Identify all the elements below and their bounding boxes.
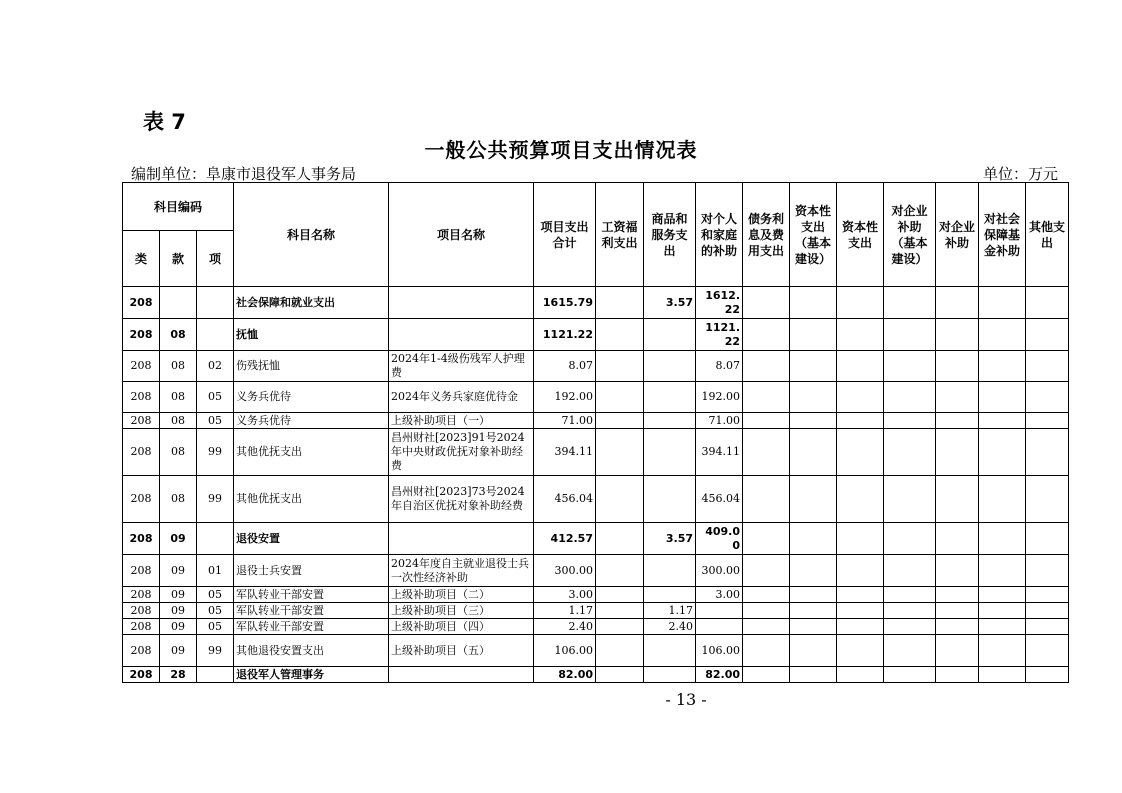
cell-wage — [596, 476, 644, 523]
cell-lei: 208 — [123, 287, 160, 319]
cell-wage — [596, 351, 644, 382]
cell-individual: 300.00 — [696, 555, 743, 587]
cell-individual: 8.07 — [696, 351, 743, 382]
cell-empty — [1026, 319, 1069, 351]
cell-project: 2024年度自主就业退役士兵一次性经济补助 — [389, 555, 534, 587]
cell-individual: 106.00 — [696, 635, 743, 667]
table-row — [123, 429, 1069, 476]
header-social-security: 对社会保障基金补助 — [979, 183, 1026, 287]
cell-individual: 456.04 — [696, 476, 743, 523]
table-row — [123, 523, 1069, 555]
cell-empty — [936, 413, 979, 429]
cell-empty — [837, 413, 884, 429]
cell-empty — [936, 476, 979, 523]
cell-empty — [790, 287, 837, 319]
cell-empty — [1026, 523, 1069, 555]
cell-project: 上级补助项目（二） — [389, 587, 534, 603]
cell-kuan: 08 — [160, 351, 197, 382]
cell-goods — [644, 382, 696, 413]
cell-lei: 208 — [123, 476, 160, 523]
cell-empty — [979, 667, 1026, 683]
cell-empty — [790, 555, 837, 587]
cell-wage — [596, 382, 644, 413]
cell-empty — [743, 476, 790, 523]
cell-kuan: 09 — [160, 587, 197, 603]
cell-empty — [1026, 603, 1069, 619]
header-capital-base: 资本性支出（基本建设） — [790, 183, 837, 287]
cell-empty — [837, 287, 884, 319]
cell-individual: 192.00 — [696, 382, 743, 413]
cell-goods: 3.57 — [644, 523, 696, 555]
cell-subject: 社会保障和就业支出 — [234, 287, 389, 319]
table-row — [123, 619, 1069, 635]
cell-empty — [1026, 429, 1069, 476]
cell-subject: 义务兵优待 — [234, 413, 389, 429]
table-row — [123, 635, 1069, 667]
cell-lei: 208 — [123, 603, 160, 619]
cell-wage — [596, 413, 644, 429]
cell-lei: 208 — [123, 413, 160, 429]
table-row — [123, 476, 1069, 523]
cell-empty — [1026, 287, 1069, 319]
cell-xiang — [197, 287, 234, 319]
cell-empty — [979, 351, 1026, 382]
cell-wage — [596, 635, 644, 667]
cell-empty — [743, 319, 790, 351]
cell-xiang: 99 — [197, 635, 234, 667]
cell-empty — [743, 287, 790, 319]
header-other: 其他支出 — [1026, 183, 1069, 287]
compiling-unit: 编制单位：阜康市退役军人事务局 — [131, 165, 357, 183]
cell-empty — [979, 603, 1026, 619]
cell-individual: 409.00 — [696, 523, 743, 555]
cell-goods: 2.40 — [644, 619, 696, 635]
cell-project — [389, 287, 534, 319]
cell-xiang: 02 — [197, 351, 234, 382]
cell-empty — [936, 319, 979, 351]
cell-lei: 208 — [123, 635, 160, 667]
cell-empty — [936, 603, 979, 619]
table-row — [123, 555, 1069, 587]
header-enterprise: 对企业补助 — [936, 183, 979, 287]
cell-empty — [837, 523, 884, 555]
cell-empty — [790, 382, 837, 413]
cell-project — [389, 667, 534, 683]
cell-goods — [644, 319, 696, 351]
cell-goods — [644, 413, 696, 429]
cell-project — [389, 319, 534, 351]
cell-empty — [884, 476, 936, 523]
cell-xiang: 01 — [197, 555, 234, 587]
cell-total: 3.00 — [534, 587, 596, 603]
cell-total: 412.57 — [534, 523, 596, 555]
cell-empty — [837, 619, 884, 635]
cell-project: 2024年义务兵家庭优待金 — [389, 382, 534, 413]
cell-empty — [936, 635, 979, 667]
cell-subject: 其他优抚支出 — [234, 476, 389, 523]
header-individual: 对个人和家庭的补助 — [696, 183, 743, 287]
cell-total: 8.07 — [534, 351, 596, 382]
cell-individual: 394.11 — [696, 429, 743, 476]
cell-empty — [1026, 413, 1069, 429]
cell-kuan: 08 — [160, 319, 197, 351]
cell-goods — [644, 351, 696, 382]
cell-goods — [644, 635, 696, 667]
cell-empty — [979, 619, 1026, 635]
cell-kuan: 09 — [160, 523, 197, 555]
cell-kuan: 09 — [160, 555, 197, 587]
cell-xiang: 05 — [197, 413, 234, 429]
header-debt: 债务利息及费用支出 — [743, 183, 790, 287]
cell-total: 1121.22 — [534, 319, 596, 351]
cell-lei: 208 — [123, 587, 160, 603]
cell-empty — [884, 603, 936, 619]
header-enterprise-base: 对企业补助（基本建设） — [884, 183, 936, 287]
cell-empty — [884, 319, 936, 351]
cell-individual: 82.00 — [696, 667, 743, 683]
cell-xiang — [197, 667, 234, 683]
cell-empty — [837, 351, 884, 382]
cell-goods — [644, 587, 696, 603]
cell-xiang: 05 — [197, 382, 234, 413]
page-title: 一般公共预算项目支出情况表 — [424, 138, 698, 162]
cell-empty — [1026, 555, 1069, 587]
table-row — [123, 351, 1069, 382]
cell-empty — [790, 619, 837, 635]
cell-empty — [837, 635, 884, 667]
cell-empty — [979, 287, 1026, 319]
header-xiang: 项 — [197, 231, 234, 287]
cell-empty — [743, 429, 790, 476]
cell-empty — [790, 603, 837, 619]
cell-total: 82.00 — [534, 667, 596, 683]
table-row — [123, 382, 1069, 413]
cell-empty — [1026, 667, 1069, 683]
cell-goods: 3.57 — [644, 287, 696, 319]
header-subject-name: 科目名称 — [234, 183, 389, 287]
cell-goods — [644, 667, 696, 683]
cell-empty — [979, 587, 1026, 603]
cell-lei: 208 — [123, 382, 160, 413]
cell-empty — [1026, 619, 1069, 635]
header-lei: 类 — [123, 231, 160, 287]
cell-individual: 1121.22 — [696, 319, 743, 351]
cell-empty — [1026, 587, 1069, 603]
header-project-name: 项目名称 — [389, 183, 534, 287]
cell-kuan — [160, 287, 197, 319]
table-row — [123, 667, 1069, 683]
cell-subject: 军队转业干部安置 — [234, 587, 389, 603]
cell-project: 上级补助项目（三） — [389, 603, 534, 619]
cell-total: 300.00 — [534, 555, 596, 587]
cell-empty — [743, 635, 790, 667]
page-number: - 13 - — [665, 690, 707, 709]
cell-empty — [743, 555, 790, 587]
cell-xiang: 05 — [197, 619, 234, 635]
cell-lei: 208 — [123, 555, 160, 587]
cell-empty — [936, 429, 979, 476]
table-row — [123, 287, 1069, 319]
cell-subject: 其他优抚支出 — [234, 429, 389, 476]
cell-empty — [743, 603, 790, 619]
cell-wage — [596, 587, 644, 603]
table-number: 表 7 — [143, 110, 186, 134]
cell-empty — [837, 555, 884, 587]
table-row — [123, 587, 1069, 603]
cell-total: 394.11 — [534, 429, 596, 476]
cell-wage — [596, 429, 644, 476]
budget-table — [122, 182, 1069, 683]
cell-total: 1.17 — [534, 603, 596, 619]
cell-empty — [884, 555, 936, 587]
cell-individual — [696, 619, 743, 635]
cell-lei: 208 — [123, 351, 160, 382]
cell-empty — [790, 476, 837, 523]
cell-empty — [790, 413, 837, 429]
cell-empty — [790, 587, 837, 603]
cell-kuan: 28 — [160, 667, 197, 683]
cell-kuan: 09 — [160, 635, 197, 667]
cell-empty — [936, 619, 979, 635]
cell-empty — [979, 523, 1026, 555]
cell-empty — [837, 319, 884, 351]
cell-empty — [979, 382, 1026, 413]
cell-lei: 208 — [123, 429, 160, 476]
cell-empty — [884, 587, 936, 603]
cell-subject: 退役军人管理事务 — [234, 667, 389, 683]
cell-empty — [837, 603, 884, 619]
cell-empty — [837, 587, 884, 603]
cell-empty — [936, 382, 979, 413]
cell-project: 2024年1-4级伤残军人护理费 — [389, 351, 534, 382]
cell-project: 昌州财社[2023]73号2024年自治区优抚对象补助经费 — [389, 476, 534, 523]
cell-empty — [936, 523, 979, 555]
cell-wage — [596, 619, 644, 635]
cell-subject: 军队转业干部安置 — [234, 603, 389, 619]
cell-wage — [596, 667, 644, 683]
table-row — [123, 413, 1069, 429]
cell-wage — [596, 555, 644, 587]
cell-empty — [743, 351, 790, 382]
header-subject-code: 科目编码 — [123, 183, 234, 231]
cell-empty — [979, 413, 1026, 429]
cell-total: 1615.79 — [534, 287, 596, 319]
cell-empty — [743, 667, 790, 683]
cell-empty — [936, 587, 979, 603]
cell-project: 上级补助项目（四） — [389, 619, 534, 635]
cell-kuan: 09 — [160, 619, 197, 635]
cell-wage — [596, 603, 644, 619]
cell-empty — [790, 635, 837, 667]
cell-xiang: 05 — [197, 587, 234, 603]
cell-xiang — [197, 319, 234, 351]
cell-empty — [936, 351, 979, 382]
cell-individual: 3.00 — [696, 587, 743, 603]
cell-empty — [936, 555, 979, 587]
cell-empty — [743, 587, 790, 603]
cell-empty — [884, 351, 936, 382]
cell-wage — [596, 319, 644, 351]
cell-empty — [790, 429, 837, 476]
header-capital: 资本性支出 — [837, 183, 884, 287]
cell-lei: 208 — [123, 523, 160, 555]
cell-empty — [979, 635, 1026, 667]
cell-subject: 其他退役安置支出 — [234, 635, 389, 667]
cell-empty — [743, 523, 790, 555]
cell-project — [389, 523, 534, 555]
cell-subject: 退役士兵安置 — [234, 555, 389, 587]
cell-total: 456.04 — [534, 476, 596, 523]
cell-kuan: 08 — [160, 476, 197, 523]
cell-project: 上级补助项目（一） — [389, 413, 534, 429]
header-wage: 工资福利支出 — [596, 183, 644, 287]
cell-empty — [790, 523, 837, 555]
cell-wage — [596, 287, 644, 319]
header-kuan: 款 — [160, 231, 197, 287]
cell-empty — [1026, 635, 1069, 667]
cell-empty — [884, 413, 936, 429]
cell-individual: 71.00 — [696, 413, 743, 429]
table-row — [123, 603, 1069, 619]
cell-goods — [644, 476, 696, 523]
currency-unit: 单位：万元 — [982, 165, 1058, 183]
cell-goods — [644, 555, 696, 587]
cell-empty — [884, 667, 936, 683]
cell-empty — [1026, 476, 1069, 523]
cell-project: 上级补助项目（五） — [389, 635, 534, 667]
cell-empty — [884, 635, 936, 667]
cell-empty — [790, 319, 837, 351]
cell-kuan: 08 — [160, 413, 197, 429]
cell-kuan: 08 — [160, 429, 197, 476]
cell-empty — [979, 555, 1026, 587]
cell-empty — [743, 619, 790, 635]
table-row — [123, 319, 1069, 351]
cell-empty — [837, 429, 884, 476]
cell-empty — [884, 382, 936, 413]
cell-empty — [884, 619, 936, 635]
cell-empty — [884, 287, 936, 319]
cell-subject: 抚恤 — [234, 319, 389, 351]
cell-xiang: 05 — [197, 603, 234, 619]
cell-empty — [884, 523, 936, 555]
cell-empty — [1026, 351, 1069, 382]
cell-subject: 军队转业干部安置 — [234, 619, 389, 635]
cell-empty — [979, 476, 1026, 523]
cell-total: 71.00 — [534, 413, 596, 429]
cell-empty — [837, 382, 884, 413]
cell-xiang: 99 — [197, 476, 234, 523]
cell-goods: 1.17 — [644, 603, 696, 619]
cell-empty — [837, 667, 884, 683]
cell-individual — [696, 603, 743, 619]
cell-empty — [1026, 382, 1069, 413]
cell-goods — [644, 429, 696, 476]
header-goods: 商品和服务支出 — [644, 183, 696, 287]
cell-empty — [790, 351, 837, 382]
cell-subject: 伤残抚恤 — [234, 351, 389, 382]
cell-empty — [936, 667, 979, 683]
cell-total: 192.00 — [534, 382, 596, 413]
cell-empty — [790, 667, 837, 683]
cell-total: 2.40 — [534, 619, 596, 635]
cell-empty — [837, 476, 884, 523]
cell-kuan: 08 — [160, 382, 197, 413]
cell-individual: 1612.22 — [696, 287, 743, 319]
cell-xiang — [197, 523, 234, 555]
cell-project: 昌州财社[2023]91号2024年中央财政优抚对象补助经费 — [389, 429, 534, 476]
cell-empty — [884, 429, 936, 476]
cell-subject: 退役安置 — [234, 523, 389, 555]
cell-total: 106.00 — [534, 635, 596, 667]
cell-wage — [596, 523, 644, 555]
cell-lei: 208 — [123, 667, 160, 683]
cell-lei: 208 — [123, 319, 160, 351]
header-total: 项目支出合计 — [534, 183, 596, 287]
cell-kuan: 09 — [160, 603, 197, 619]
cell-empty — [743, 413, 790, 429]
cell-xiang: 99 — [197, 429, 234, 476]
cell-subject: 义务兵优待 — [234, 382, 389, 413]
cell-empty — [979, 319, 1026, 351]
cell-empty — [979, 429, 1026, 476]
cell-empty — [936, 287, 979, 319]
cell-empty — [743, 382, 790, 413]
cell-lei: 208 — [123, 619, 160, 635]
